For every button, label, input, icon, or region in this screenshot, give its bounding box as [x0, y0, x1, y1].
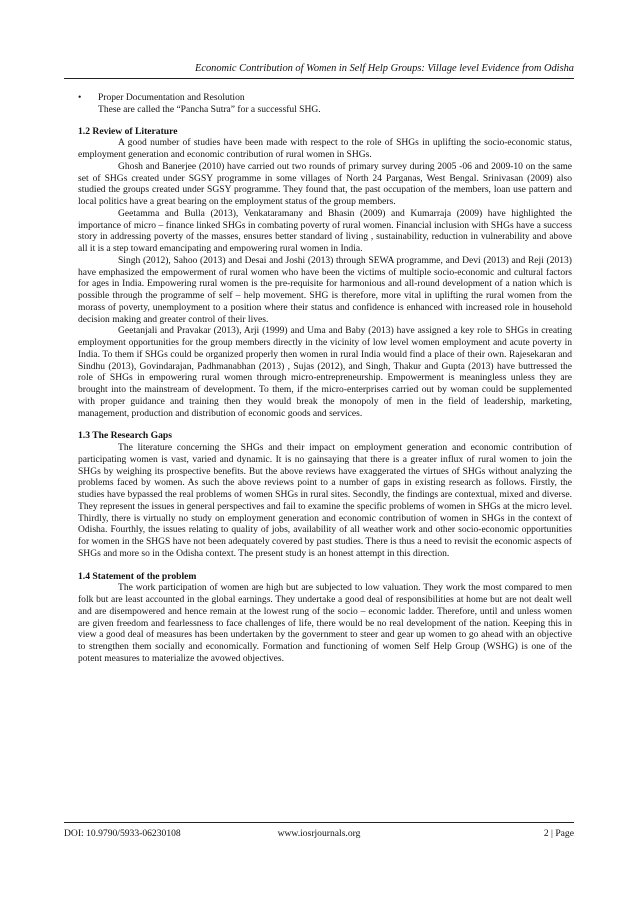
running-header: Economic Contribution of Women in Self Help Groups: Village level Evidence from Odisha	[195, 63, 574, 74]
paragraph: Geetanjali and Pravakar (2013), Arji (1999) and Uma and Baby (2013) have assigned a key role to SHGs in creating employment opportunities for the group members directly in the vicinity of low level women employment and acute poverty in India. To them if SHGs could be organized properly then women in rural India would find a place of their own. Rajesekaran and Sindhu (2013), Govindarajan, Padhmanabhan (2013) , Sujas (2012), and Singh, Thakur and Gupta (2013) have buttressed the role of SHGs in empowering rural women through micro-entrepreneurship. Empowerment is meaningless unless they are brought into the mainstream of development. To them, if the micro-enterprises carried out by woman could be supplemented with proper guidance and training then they would break the monopoly of men in the field of leadership, marketing, management, production and distribution of economic goods and services.	[78, 325, 572, 419]
header-rule	[64, 78, 574, 79]
footer-rule	[64, 822, 574, 823]
paragraph: The work participation of women are high but are subjected to low valuation. They work the most compared to men folk but are least accounted in the global earnings. They undertake a good deal of responsibilities at home but are not dealt well and are disempowered and hence remain at the lowest rung of the socio – economic ladder. Therefore, until and unless women are given freedom and fearlessness to face challenges of life, there would be no real development of the nation. Keeping this in view a good deal of measures has been undertaken by the government to steer and gear up women to go ahead with an objective to strengthen them socially and economically. Formation and functioning of women Self Help Group (WSHG) is one of the potent measures to materialize the avowed objectives.	[78, 582, 572, 664]
paragraph: A good number of studies have been made with respect to the role of SHGs in uplifting the socio-economic status, employment generation and economic contribution of rural women in SHGs.	[78, 137, 572, 160]
footer-website: www.iosrjournals.org	[277, 828, 361, 839]
bullet-item	[78, 92, 572, 104]
body-content	[78, 92, 572, 665]
bullet-icon: •	[78, 92, 82, 103]
footer-page-number: 2 | Page	[543, 828, 574, 839]
paragraph: Geetamma and Bulla (2013), Venkataramany and Bhasin (2009) and Kumarraja (2009) have highlighted the importance of micro – finance linked SHGs in combating poverty of rural women. Financial inclusion with SHGs have a success story in addressing poverty of the masses, ensures better standard of living , sustainability, reduction in vulnerability and above all it is a step toward emancipating and empowering rural women in India.	[78, 207, 572, 254]
bullet-item-text: Proper Documentation and Resolution	[98, 92, 245, 103]
section-heading-research-gaps: 1.3 The Research Gaps	[78, 430, 172, 442]
section-heading-problem-statement: 1.4 Statement of the problem	[78, 570, 197, 582]
paragraph: The literature concerning the SHGs and their impact on employment generation and economic contribution of participating women is vast, varied and dynamic. It is no gainsaying that there is a greater influx of rural women to join the SHGs by weighing its prospective benefits. But the above reviews have exaggerated the virtues of SHGs without analyzing the problems faced by women. As such the above reviews point to a number of gaps in existing research as follows. Firstly, the studies have bypassed the real problems of women SHGs in rural sites. Secondly, the findings are contextual, mixed and diverse. They represent the issues in general perspectives and fail to examine the specific problems of women in SHGs at the micro level. Thirdly, there is virtually no study on employment generation and economic contribution of women in SHGs in the context of Odisha. Fourthly, the issues relating to quality of jobs, availability of all weather work and other socio-economic opportunities for women in the SHGS have not been adequately covered by past studies. There is thus a need to revisit the economic aspects of SHGs and more so in the Odisha context. The present study is an honest attempt in this direction.	[78, 442, 572, 559]
paragraph: Ghosh and Banerjee (2010) have carried out two rounds of primary survey during 2005 -06 and 2009-10 on the same set of SHGs created under SGSY programme in some villages of North 24 Parganas, West Bengal. Srinivasan (2009) also studied the groups created under SGSY programme. They found that, the past occupation of the members, loan use pattern and local politics have a great bearing on the employment status of the group members.	[78, 160, 572, 207]
bullet-note: These are called the “Pancha Sutra” for a successful SHG.	[98, 103, 321, 115]
footer-doi: DOI: 10.9790/5933-06230108	[64, 828, 181, 839]
paragraph: Singh (2012), Sahoo (2013) and Desai and Joshi (2013) through SEWA programme, and Devi (2013) and Reji (2013) have emphasized the empowerment of rural women who have been the victims of multiple socio-economic and cultural factors for ages in India. Empowering rural women is the pre-requisite for harmonious and all-round development of a nation which is possible through the programme of self – help movement. SHG is therefore, more vital in uplifting the rural women from the morass of poverty, unemployment to a position where their status and confidence is enhanced with increased role in household decision making and greater control of their lives.	[78, 254, 572, 325]
section-heading-review: 1.2 Review of Literature	[78, 125, 178, 137]
